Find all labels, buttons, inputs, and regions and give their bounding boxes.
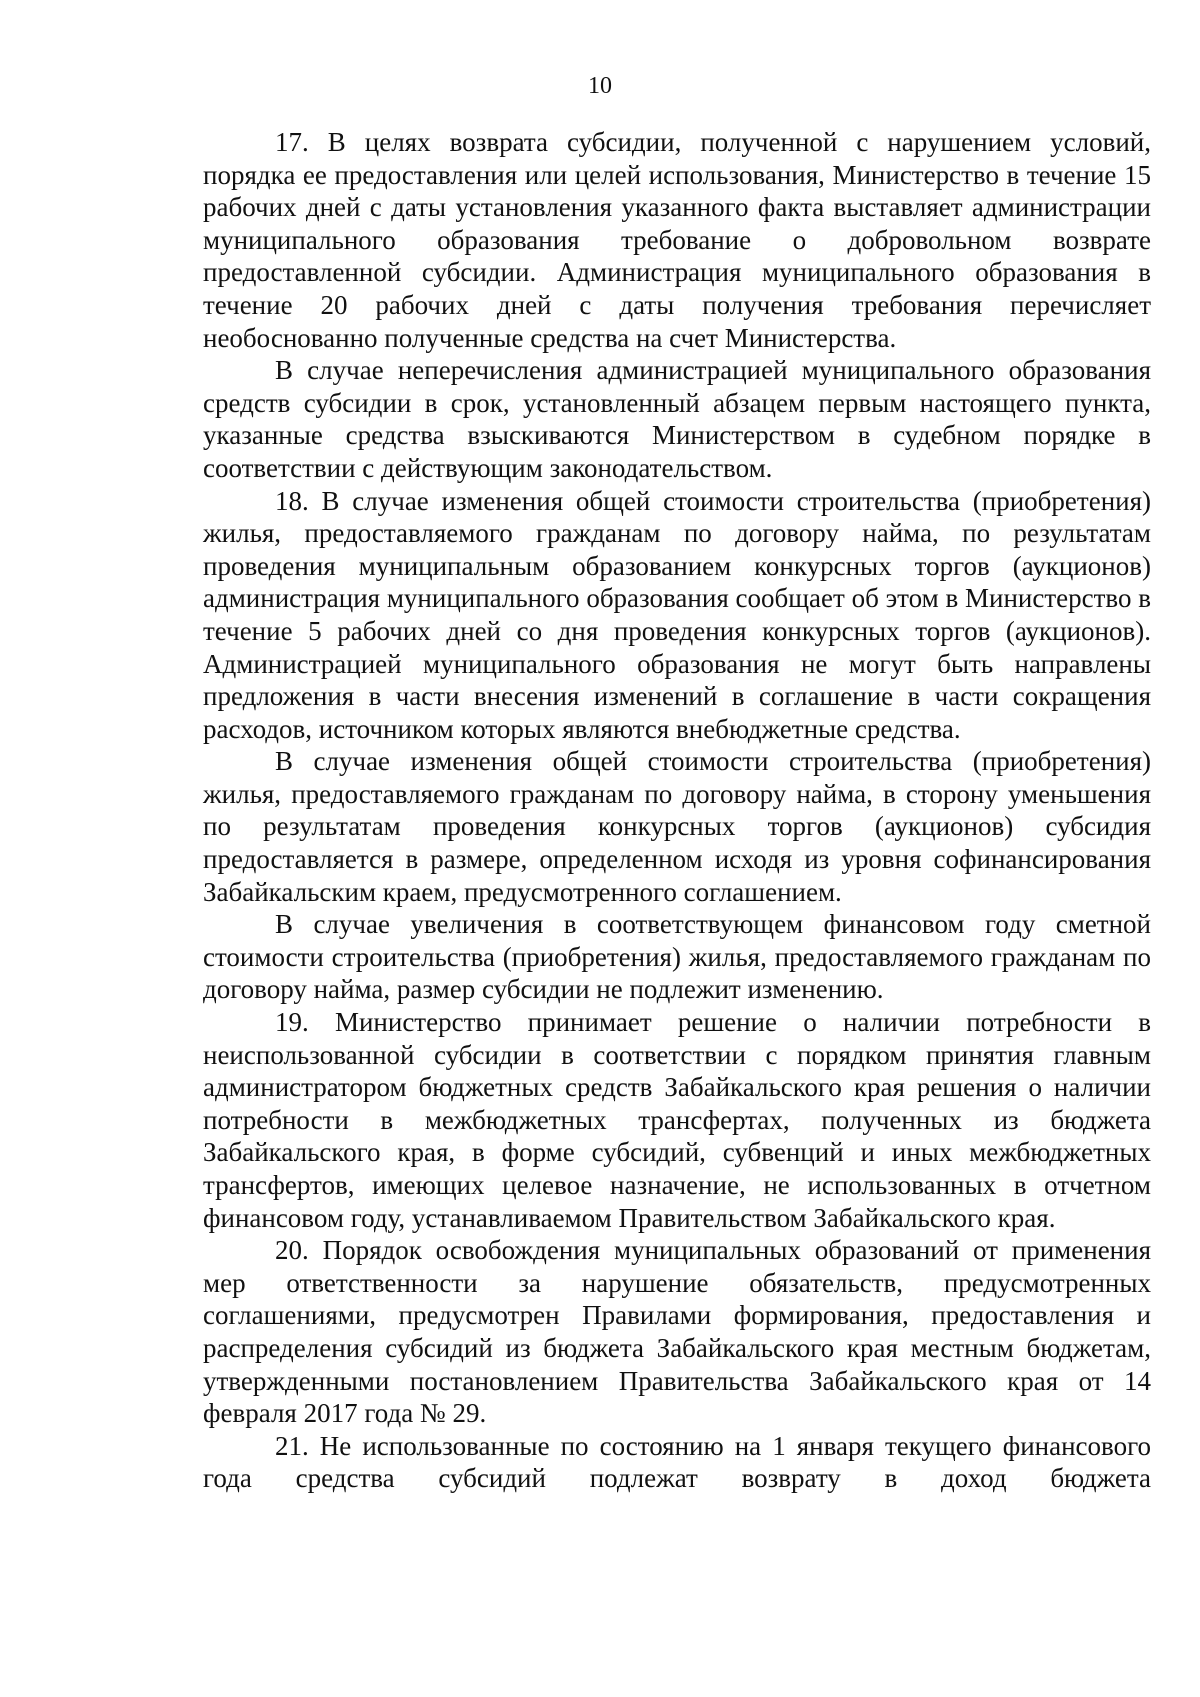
document-body [203,126,1151,1495]
paragraph-17-second: В случае неперечисления администрацией муниципального образования средств субсидии в срок, установленный абзацем первым настоящего пункта, указанные средства взыскиваются Министерством в судебном порядке в соответствии с действующим законодательством. [203,355,1151,483]
paragraph-17: 17. В целях возврата субсидии, полученной с нарушением условий, порядка ее предоставления или целей использования, Министерство в течение 15 рабочих дней с даты установления указанного факта выставляет администрации муниципального образования требование о добровольном возврате предоставленной субсидии. Администрация муниципального образования в течение 20 рабочих дней с даты получения требования перечисляет необоснованно полученные средства на счет Министерства. [203,127,1151,353]
paragraph-19: 19. Министерство принимает решение о наличии потребности в неиспользованной субсидии в соответствии с порядком принятия главным администратором бюджетных средств Забайкальского края решения о наличии потребности в межбюджетных трансфертах, полученных из бюджета Забайкальского края, в форме субсидий, субвенций и иных межбюджетных трансфертов, имеющих целевое назначение, не использованных в отчетном финансовом году, устанавливаемом Правительством Забайкальского края. [203,1007,1151,1233]
paragraph-18-third: В случае увеличения в соответствующем финансовом году сметной стоимости строительства (приобретения) жилья, предоставляемого гражданам по договору найма, размер субсидии не подлежит изменению. [203,909,1151,1005]
paragraph-20: 20. Порядок освобождения муниципальных образований от применения мер ответственности за нарушение обязательств, предусмотренных соглашениями, предусмотрен Правилами формирования, предоставления и распределения субсидий из бюджета Забайкальского края местным бюджетам, утвержденными постановлением Правительства Забайкальского края от 14 февраля 2017 года № 29. [203,1235,1151,1429]
paragraph-18-second: В случае изменения общей стоимости строительства (приобретения) жилья, предоставляемого гражданам по договору найма, в сторону уменьшения по результатам проведения конкурсных торгов (аукционов) субсидия предоставляется в размере, определенном исходя из уровня софинансирования Забайкальским краем, предусмотренного соглашением. [203,746,1151,907]
paragraph-21: 21. Не использованные по состоянию на 1 января текущего финансового года средства субсидий подлежат возврату в доход бюджета [203,1430,1151,1494]
page-number: 10 [588,73,612,99]
paragraph-18: 18. В случае изменения общей стоимости строительства (приобретения) жилья, предоставляемого гражданам по договору найма, по результатам проведения муниципальным образованием конкурсных торгов (аукционов) администрация муниципального образования сообщает об этом в Министерство в течение 5 рабочих дней со дня проведения конкурсных торгов (аукционов). Администрацией муниципального образования не могут быть направлены предложения в части внесения изменений в соглашение в части сокращения расходов, источником которых являются внебюджетные средства. [203,485,1151,744]
